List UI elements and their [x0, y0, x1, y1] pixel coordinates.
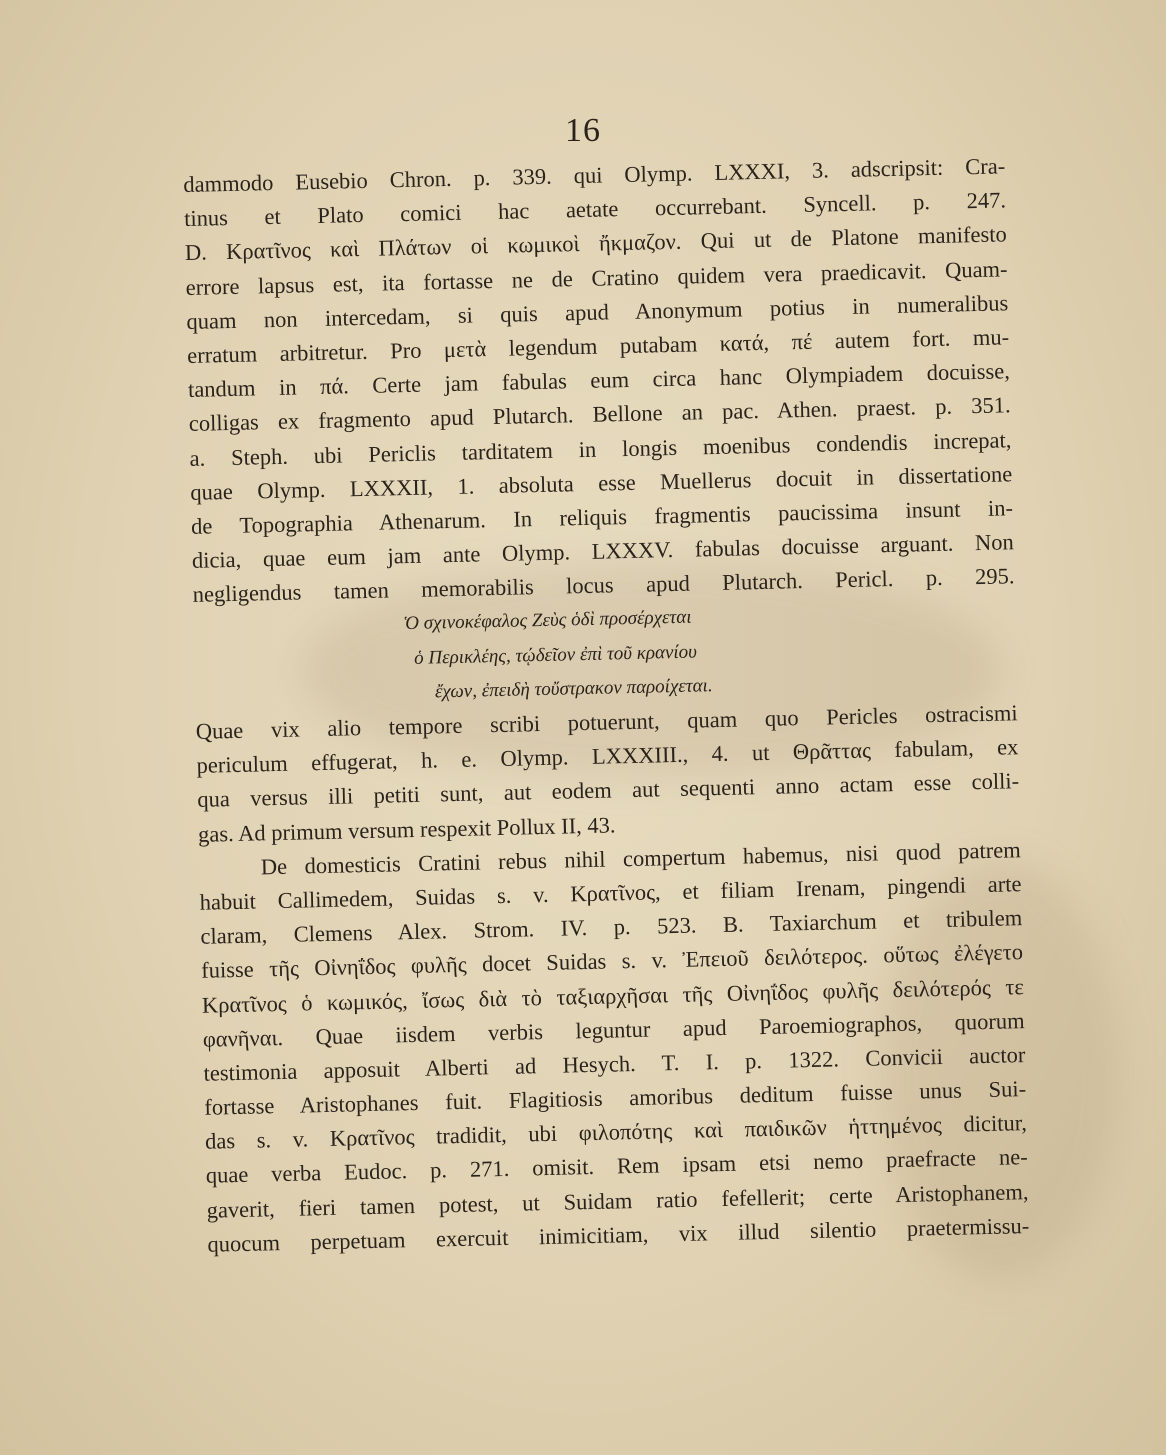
text-line: φανῆναι. Quae iisdem verbis leguntur apud Paroemiographos, quorum [202, 1007, 1025, 1052]
text-line: erratum arbitretur. Pro μετὰ legendum putabam κατά, πέ autem fort. mu- [186, 324, 1010, 368]
body-text [183, 149, 1030, 1261]
text-line: Κρατῖνος ὁ κωμικός, ἴσως διὰ τὸ ταξιαρχῆσαι τῆς Οἰνηΐδος φυλῆς δειλότερός τε [201, 973, 1025, 1018]
page-number: 16 [565, 112, 601, 149]
text-line: das s. v. Κρατῖνος tradidit, ubi φιλοπότης καὶ παιδικῶν ἡττημένος dicitur, [204, 1110, 1028, 1154]
verse-line: ὁ Περικλέης, τῴδεῖον ἐπὶ τοῦ κρανίου [413, 641, 698, 669]
text-line: gaverit, fieri tamen potest, ut Suidam ratio fefellerit; certe Aristophanem, [206, 1178, 1029, 1223]
text-line: periculum effugerat, h. e. Olymp. LXXXIII., 4. ut Θρᾶττας fabulam, ex [196, 734, 1019, 779]
text-line: de Topographia Athenarum. In reliquis fragmentis paucissima insunt in- [190, 495, 1014, 539]
text-line: testimonia apposuit Alberti ad Hesych. T. I. p. 1322. Convicii auctor [203, 1041, 1026, 1086]
text-line: quae Olymp. LXXXII, 1. absoluta esse Muellerus docuit in dissertatione [190, 460, 1013, 505]
paragraph-start-line: De domesticis Cratini rebus nihil compertum habemus, nisi quod patrem [260, 836, 1021, 880]
text-line: fortasse Aristophanes fuit. Flagitiosis amoribus deditum fuisse unus Sui- [204, 1076, 1027, 1120]
text-line: qua versus illi petiti sunt, aut eodem aut sequenti anno actam esse colli- [197, 768, 1020, 813]
text-line: errore lapsus est, ita fortasse ne de Cratino quidem vera praedicavit. Quam- [185, 255, 1008, 300]
text-line: fuisse τῆς Οἰνηΐδος φυλῆς docet Suidas s. v. Ἐπειοῦ δειλότερος. οὕτως ἐλέγετο [200, 939, 1024, 984]
text-line: quam non intercedam, si quis apud Anonymum potius in numeralibus [186, 290, 1009, 334]
text-line: negligendus tamen memorabilis locus apud Plutarch. Pericl. p. 295. [192, 563, 1015, 608]
text-line: dicia, quae eum jam ante Olymp. LXXXV. fabulas docuisse arguant. Non [191, 529, 1014, 573]
text-line: gas. Ad primum versum respexit Pollux II, 43. [197, 811, 616, 847]
text-line: D. Κρατῖνος καὶ Πλάτων οἱ κωμικοὶ ἤκμαζον. Qui ut de Platone manifesto [184, 221, 1007, 266]
text-line: dammodo Eusebio Chron. p. 339. qui Olymp. LXXXI, 3. adscripsit: Cra- [183, 153, 1006, 197]
verse-line: Ὁ σχινοκέφαλος Ζεὺς ὁδὶ προσέρχεται [403, 607, 692, 635]
text-line: colligas ex fragmento apud Plutarch. Bellone an pac. Athen. praest. p. 351. [188, 392, 1011, 437]
text-line: Quae vix alio tempore scribi potuerunt, quam quo Pericles ostracismi [195, 700, 1018, 744]
text-line: tandum in πά. Certe jam fabulas eum circa hanc Olympiadem docuisse, [187, 358, 1011, 403]
text-line: claram, Clemens Alex. Strom. IV. p. 523. B. Taxiarchum et tribulem [200, 905, 1023, 949]
text-line: quocum perpetuam exercuit inimicitiam, vix illud silentio praetermissu- [207, 1212, 1030, 1257]
verse-line: ἔχων, ἐπειδὴ τοὔστρακον παροίχεται. [434, 674, 713, 703]
text-line: tinus et Plato comici hac aetate occurrebant. Syncell. p. 247. [183, 187, 1007, 232]
text-line: habuit Callimedem, Suidas s. v. Κρατῖνος, et filiam Irenam, pingendi arte [199, 871, 1022, 915]
text-line: a. Steph. ubi Periclis tarditatem in longis moenibus condendis increpat, [189, 426, 1012, 471]
text-line: quae verba Eudoc. p. 271. omisit. Rem ipsam etsi nemo praefracte ne- [205, 1144, 1028, 1189]
